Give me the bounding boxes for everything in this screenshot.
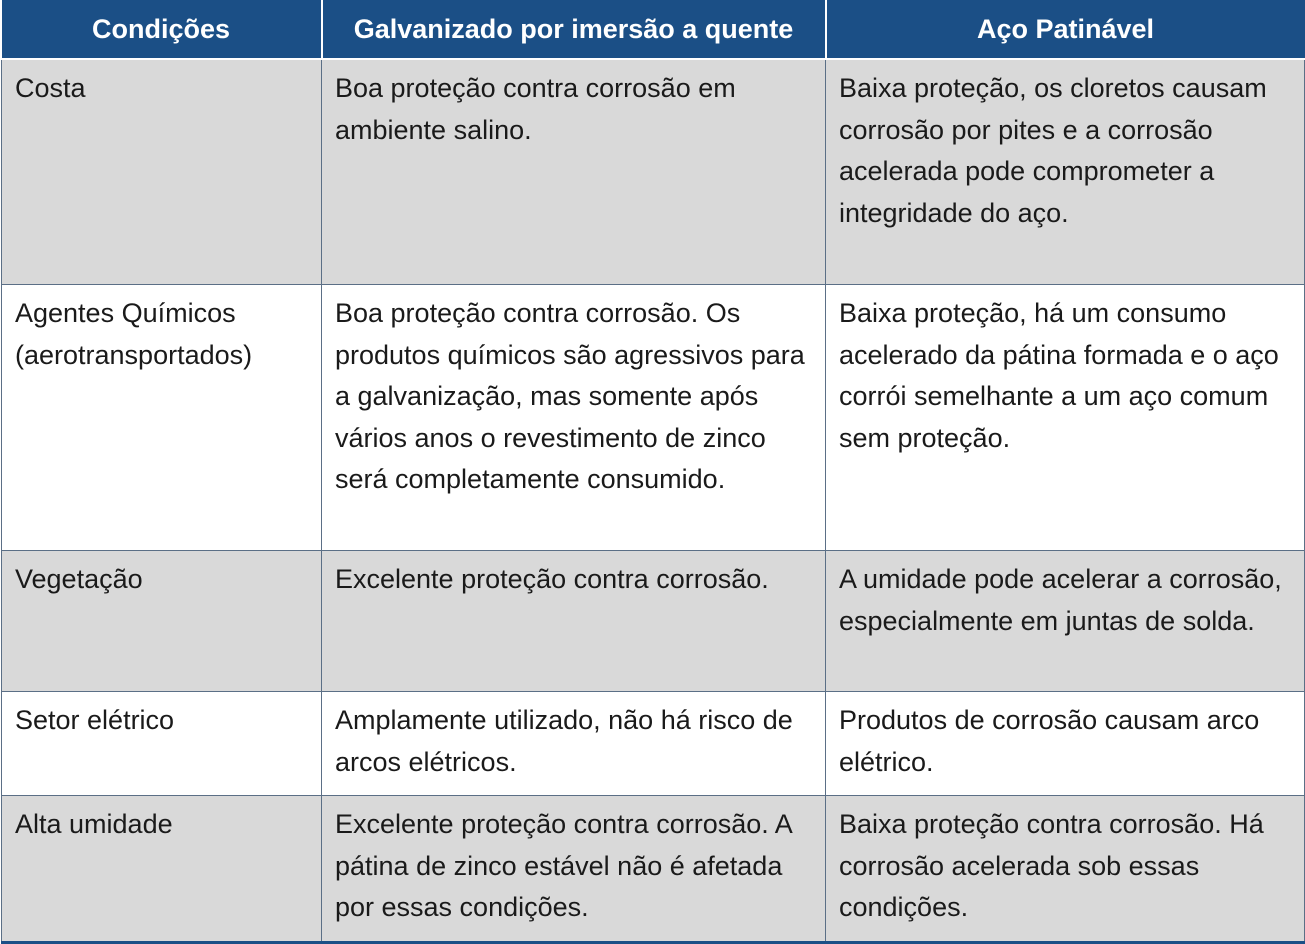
weathering-cell: Baixa proteção, há um consumo acelerado da pátina formada e o aço corrói semelhante a um aço comum sem proteção. xyxy=(826,285,1305,551)
header-galvanized: Galvanizado por imersão a quente xyxy=(322,0,826,59)
weathering-cell: A umidade pode acelerar a corrosão, especialmente em juntas de solda. xyxy=(826,551,1305,692)
table-row xyxy=(2,692,1305,796)
weathering-cell: Baixa proteção contra corrosão. Há corrosão acelerada sob essas condições. xyxy=(826,796,1305,943)
galvanized-cell: Amplamente utilizado, não há risco de arcos elétricos. xyxy=(322,692,826,796)
galvanized-cell: Boa proteção contra corrosão em ambiente salino. xyxy=(322,59,826,285)
condition-cell: Alta umidade xyxy=(2,796,322,943)
comparison-table xyxy=(1,0,1305,944)
table-row xyxy=(2,551,1305,692)
galvanized-cell: Boa proteção contra corrosão. Os produtos químicos são agressivos para a galvanização, mas somente após vários anos o revestimento de zinco será completamente consumido. xyxy=(322,285,826,551)
table-header xyxy=(2,0,1305,59)
condition-cell: Vegetação xyxy=(2,551,322,692)
condition-cell: Setor elétrico xyxy=(2,692,322,796)
table-row xyxy=(2,285,1305,551)
weathering-cell: Baixa proteção, os cloretos causam corrosão por pites e a corrosão acelerada pode comprometer a integridade do aço. xyxy=(826,59,1305,285)
condition-cell: Agentes Químicos (aerotransportados) xyxy=(2,285,322,551)
table-body xyxy=(2,59,1305,942)
table-row xyxy=(2,59,1305,285)
galvanized-cell: Excelente proteção contra corrosão. A pátina de zinco estável não é afetada por essas condições. xyxy=(322,796,826,943)
table-row xyxy=(2,796,1305,943)
galvanized-cell: Excelente proteção contra corrosão. xyxy=(322,551,826,692)
header-row xyxy=(2,0,1305,59)
header-weathering-steel: Aço Patinável xyxy=(826,0,1305,59)
condition-cell: Costa xyxy=(2,59,322,285)
header-conditions: Condições xyxy=(2,0,322,59)
weathering-cell: Produtos de corrosão causam arco elétrico. xyxy=(826,692,1305,796)
